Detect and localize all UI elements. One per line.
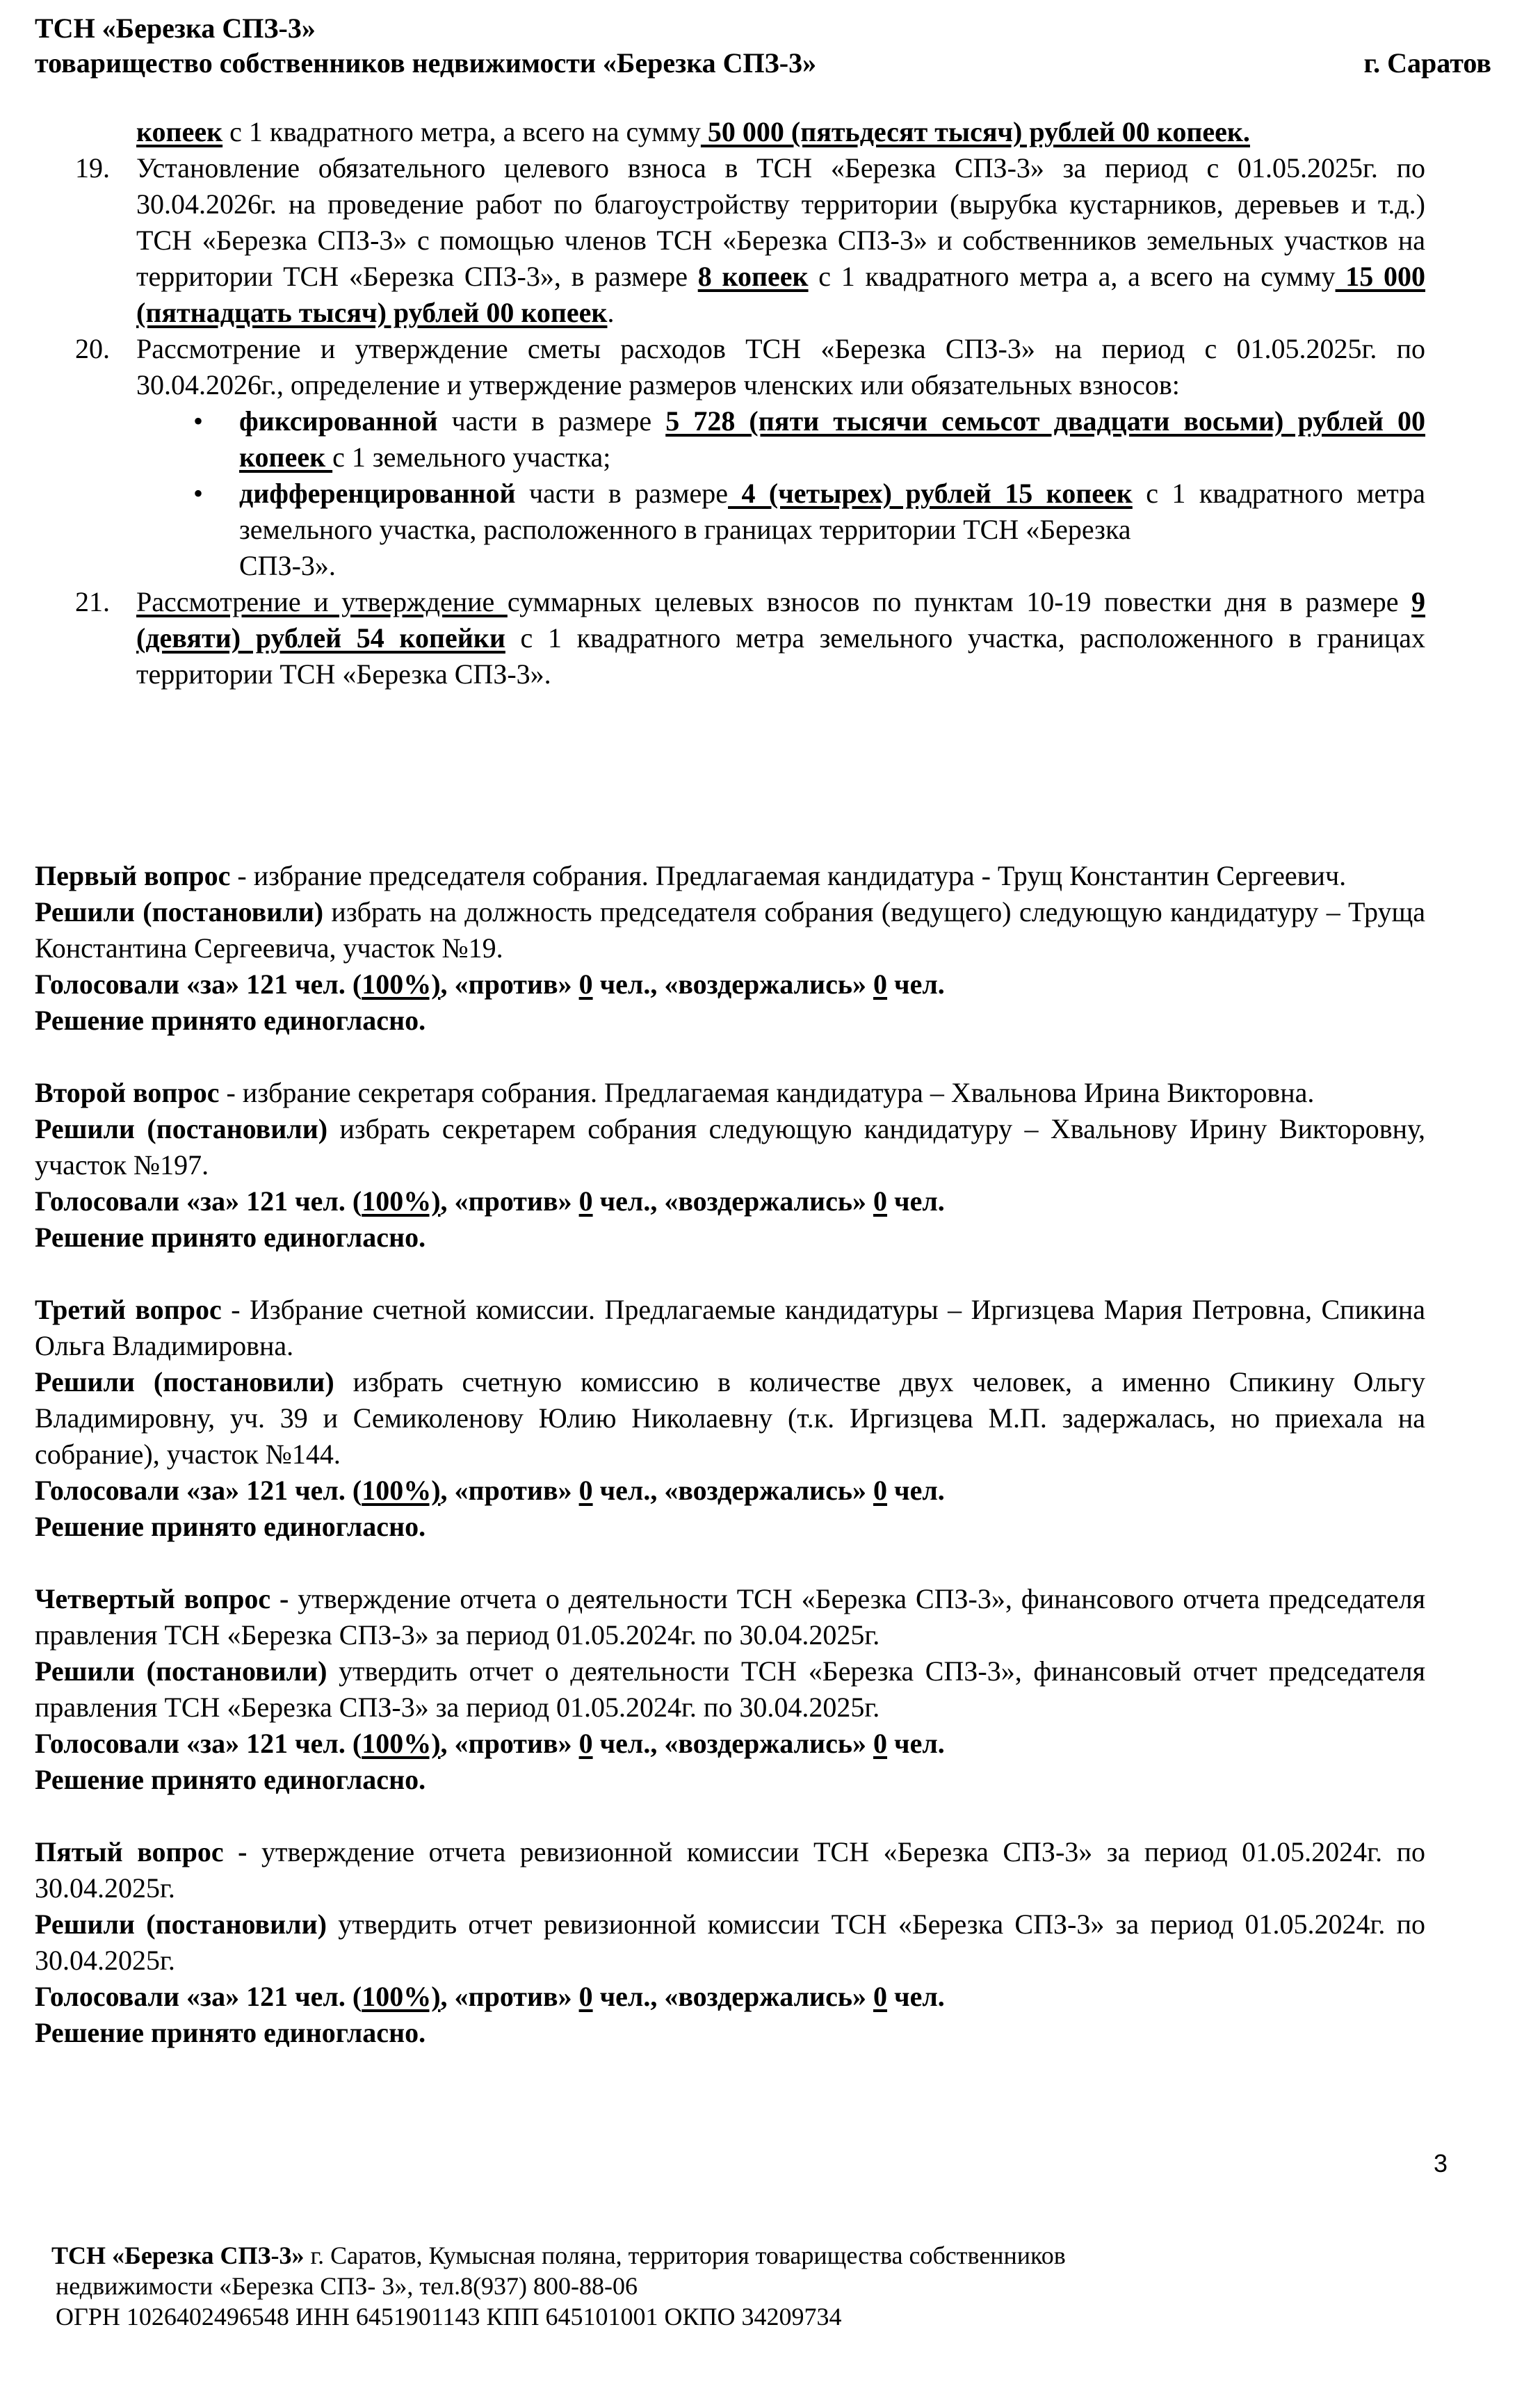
text: чел. [887, 1475, 945, 1506]
text: с 1 квадратного метра а, а всего на сумму [808, 261, 1336, 292]
question-desc [35, 858, 1425, 894]
text: , «против» [440, 1185, 579, 1217]
bullet-differentiated-part [136, 476, 1425, 584]
text: 0 [873, 1185, 888, 1217]
item-number: 20. [75, 333, 110, 364]
text: суммарных целевых взносов по пунктам 10-19 повестки дня в размере [507, 586, 1412, 617]
text: 0 [873, 1728, 888, 1759]
result-line [35, 1762, 1425, 1798]
bullet-icon: • [193, 478, 204, 509]
text: Решение принято единогласно. [35, 1222, 426, 1253]
bullet-list [136, 403, 1425, 584]
text: чел. [887, 969, 945, 1000]
text: чел., «воздержались» [592, 1981, 874, 2012]
vote-line [35, 966, 1425, 1003]
bullet-icon: • [193, 405, 204, 437]
vote-line [35, 1473, 1425, 1509]
rate-text: 8 копеек [697, 261, 809, 292]
text: утвердить отчет ревизионной комиссии ТСН «Березка СПЗ-3» за период 01.05.2024г. по 30.04.2025г. [35, 1908, 1425, 1976]
header-org: ТСН «Березка СПЗ-3» [35, 13, 316, 44]
text: утверждение отчета ревизионной комиссии ТСН «Березка СПЗ-3» за период 01.05.2024г. по 30.04.2025г. [35, 1836, 1426, 1904]
question-decision [35, 1364, 1425, 1473]
text: , «против» [440, 969, 579, 1000]
text: части в размере [515, 478, 729, 509]
text: 100%) [362, 1475, 441, 1506]
text: 0 [578, 1185, 593, 1217]
text: чел. [887, 1185, 945, 1217]
text: с 1 квадратного метра земельного участка, расположенного в границах территории ТСН «Березка [239, 478, 1425, 545]
decision-label: Решили (постановили) [35, 896, 324, 927]
text: чел., «воздержались» [592, 1185, 874, 1217]
question-decision [35, 1906, 1425, 1979]
question-title: Пятый вопрос - [35, 1836, 248, 1867]
footer-org: ТСН «Березка СПЗ-3» [51, 2242, 305, 2269]
amount-text: 50 000 (пятьдесят тысяч) рублей 00 копеек. [700, 116, 1250, 147]
footer-line [51, 2240, 1372, 2271]
text: утвердить отчет о деятельности ТСН «Березка СПЗ-3», финансовый отчет председателя правления ТСН «Березка СПЗ-3» за период 01.05.2024г. по 30.04.2025г. [35, 1655, 1426, 1723]
header-city: г. Саратов [1363, 47, 1491, 79]
text: - избрание секретаря собрания. Предлагаемая кандидатура – Хвальнова Ирина Викторовна. [219, 1077, 1315, 1108]
decision-label: Решили (постановили) [35, 1113, 328, 1144]
text: чел., «воздержались» [592, 969, 874, 1000]
text: Голосовали «за» 121 чел. ( [35, 1728, 362, 1759]
text: Рассмотрение и утверждение [136, 586, 508, 617]
text: СПЗ-3». [239, 550, 336, 581]
text: утверждение отчета о деятельности ТСН «Березка СПЗ-3», финансового отчета председателя правления ТСН «Березка СПЗ-3» за период 01.05.2024г. по 30.04.2025г. [35, 1583, 1425, 1651]
page-number: 3 [1434, 2149, 1448, 2178]
text: 0 [873, 1475, 888, 1506]
text: 100%) [362, 969, 441, 1000]
vote-line [35, 1183, 1425, 1219]
text: 0 [578, 1475, 593, 1506]
text: 100%) [362, 1185, 441, 1217]
page-footer [51, 2240, 1372, 2332]
text: с 1 земельного участка; [332, 441, 611, 473]
vote-line [35, 1726, 1425, 1762]
text: дифференцированной [239, 478, 516, 509]
text: чел. [887, 1981, 945, 2012]
result-line [35, 1509, 1425, 1545]
question-section [35, 1075, 1425, 1256]
text: чел., «воздержались» [592, 1728, 874, 1759]
text: избрать счетную комиссию в количестве двух человек, а именно Спикину Ольгу Владимировну, уч. 39 и Семиколенову Юлию Николаевну (т.к. Иргизцева М.П. задержалась, но приехала на собрание), участок №144. [35, 1366, 1425, 1470]
agenda-item-21 [35, 584, 1425, 692]
text: Рассмотрение и утверждение сметы расходов ТСН «Березка СПЗ-3» на период с 01.05.2025г. по 30.04.2026г., определение и утверждение размеров членских или обязательных взносов: [136, 333, 1425, 400]
agenda-item-18-continuation [35, 114, 1425, 150]
header-full-name: товарищество собственников недвижимости «Березка СПЗ-3» [35, 47, 817, 79]
text: г. Саратов, Кумысная поляна, территория товарищества собственников [304, 2242, 1066, 2269]
question-title: Второй вопрос [35, 1077, 220, 1108]
text: , «против» [440, 1475, 579, 1506]
text: избрать на должность председателя собрания (ведущего) следующую кандидатуру – Труща Константина Сергеевича, участок №19. [35, 896, 1425, 964]
text: чел., «воздержались» [592, 1475, 874, 1506]
text: Решение принято единогласно. [35, 1005, 426, 1036]
decision-label: Решили (постановили) [35, 1908, 327, 1940]
amount-text: 4 (четырех) рублей 15 копеек [728, 478, 1133, 509]
question-title: Третий вопрос [35, 1294, 222, 1325]
agenda-item-20 [35, 331, 1425, 584]
text: - избрание председателя собрания. Предлагаемая кандидатура - Трущ Константин Сергеевич. [230, 860, 1347, 891]
text: избрать секретарем собрания следующую кандидатуру – Хвальнову Ирину Викторовну, участок №197. [35, 1113, 1426, 1181]
footer-line: недвижимости «Березка СПЗ- 3», тел.8(937) 800-88-06 [56, 2272, 638, 2300]
text: фиксированной [239, 405, 438, 437]
footer-line: ОГРН 1026402496548 ИНН 6451901143 КПП 645101001 ОКПО 34209734 [56, 2303, 842, 2331]
text: Решение принято единогласно. [35, 1764, 426, 1795]
text: Голосовали «за» 121 чел. ( [35, 969, 362, 1000]
question-section [35, 1581, 1425, 1798]
decision-label: Решили (постановили) [35, 1655, 327, 1687]
question-section [35, 1834, 1425, 2051]
text: с 1 квадратного метра, а всего на сумму [222, 116, 701, 147]
text: 0 [873, 1981, 888, 2012]
agenda-item-19 [35, 150, 1425, 331]
text: Решение принято единогласно. [35, 1511, 426, 1542]
item-number: 21. [75, 586, 110, 617]
question-desc [35, 1292, 1425, 1364]
header-line [35, 46, 1491, 81]
text: 0 [578, 1728, 593, 1759]
text: Голосовали «за» 121 чел. ( [35, 1185, 362, 1217]
text: с 1 квадратного метра земельного участка, расположенного в границах территории ТСН «Березка СПЗ-3». [136, 622, 1425, 690]
question-title: Четвертый вопрос - [35, 1583, 289, 1614]
text: , «против» [440, 1981, 579, 2012]
text: . [607, 297, 615, 328]
question-desc [35, 1581, 1425, 1653]
text: чел. [887, 1728, 945, 1759]
rate-text: копеек [136, 116, 223, 147]
item-number: 19. [75, 152, 110, 184]
text: 0 [578, 1981, 593, 2012]
text: Установление обязательного целевого взноса в ТСН «Березка СПЗ-3» за период с 01.05.2025г. по 30.04.2026г. на проведение работ по благоустройству территории (вырубка кустарников, деревьев и т.д.) ТСН «Березка СПЗ-3» с помощью членов ТСН «Березка СПЗ-3» и собственников земельных участков на территории ТСН «Березка СПЗ-3», в размере [136, 152, 1425, 292]
bullet-fixed-part [136, 403, 1425, 476]
questions-list [35, 858, 1425, 2087]
question-desc [35, 1834, 1425, 1906]
text: Голосовали «за» 121 чел. ( [35, 1475, 362, 1506]
question-section [35, 1292, 1425, 1545]
amount-text: 5 728 (пяти тысячи семьсот двадцати восьми) рублей 00 копеек [239, 405, 1425, 473]
question-section [35, 858, 1425, 1039]
decision-label: Решили (постановили) [35, 1366, 334, 1397]
text: 100%) [362, 1728, 441, 1759]
question-decision [35, 894, 1425, 966]
question-decision [35, 1653, 1425, 1726]
amount-text: 9 (девяти) рублей 54 копейки [136, 586, 1426, 654]
text: Решение принято единогласно. [35, 2017, 426, 2048]
amount-text: 15 000 (пятнадцать тысяч) рублей 00 копеек [136, 261, 1426, 328]
question-decision [35, 1111, 1425, 1183]
page-header [35, 11, 1491, 81]
text: - Избрание счетной комиссии. Предлагаемые кандидатуры – Иргизцева Мария Петровна, Спикина Ольга Владимировна. [35, 1294, 1425, 1361]
result-line [35, 1003, 1425, 1039]
vote-line [35, 1979, 1425, 2015]
text: части в размере [437, 405, 666, 437]
result-line [35, 1219, 1425, 1256]
text: 100%) [362, 1981, 441, 2012]
text: 0 [873, 969, 888, 1000]
text: Голосовали «за» 121 чел. ( [35, 1981, 362, 2012]
agenda-list [35, 114, 1425, 692]
question-desc [35, 1075, 1425, 1111]
text: , «против» [440, 1728, 579, 1759]
text: 0 [578, 969, 593, 1000]
result-line [35, 2015, 1425, 2051]
question-title: Первый вопрос [35, 860, 231, 891]
